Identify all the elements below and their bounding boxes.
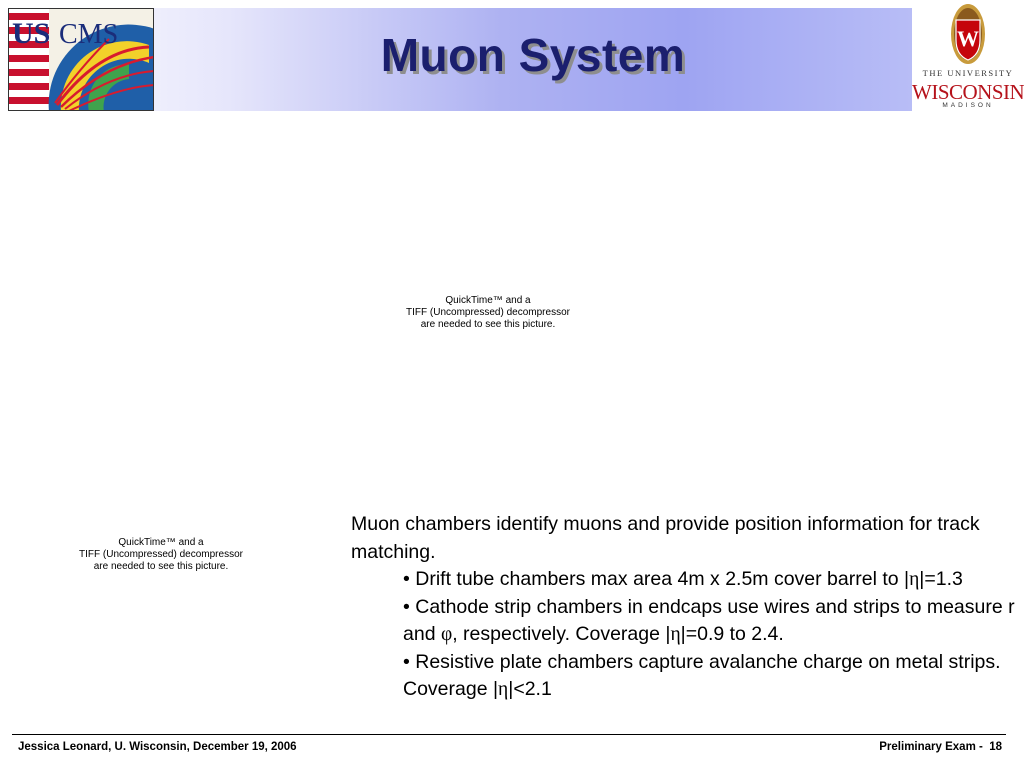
eta-symbol: η — [909, 569, 920, 590]
footer-author: Jessica Leonard, U. Wisconsin, December 19, 2006 — [18, 741, 297, 753]
svg-text:W: W — [957, 26, 979, 51]
uw-logo — [912, 0, 1024, 114]
bullet-drift-tube: • Drift tube chambers max area 4m x 2.5m cover barrel to |η|=1.3 — [403, 568, 963, 590]
placeholder-line: TIFF (Uncompressed) decompressor — [79, 549, 243, 560]
placeholder-line: are needed to see this picture. — [93, 561, 229, 572]
footer-page-number: Preliminary Exam - 18 — [879, 741, 1002, 753]
placeholder-line: QuickTime™ and a — [445, 295, 531, 306]
uw-wisconsin: WISCONSIN — [912, 80, 1024, 104]
slide-title: Muon System — [380, 29, 686, 81]
uw-crest-icon — [912, 0, 1024, 68]
phi-symbol: φ — [440, 624, 453, 645]
svg-text:US: US — [12, 17, 51, 50]
svg-text:CMS: CMS — [59, 19, 119, 50]
eta-symbol: η — [498, 679, 509, 700]
placeholder-line: TIFF (Uncompressed) decompressor — [406, 307, 570, 318]
body-text — [351, 511, 1016, 704]
bullet-resistive-plate: • Resistive plate chambers capture avalanche charge on metal strips. Coverage |η|<2.1 — [403, 650, 1001, 700]
bullet-cathode-strip: • Cathode strip chambers in endcaps use wires and strips to measure r and φ, respectively. Coverage |η|=0.9 to 2.4. — [403, 595, 1015, 645]
placeholder-line: are needed to see this picture. — [420, 319, 556, 330]
placeholder-line: QuickTime™ and a — [118, 537, 204, 548]
uw-madison: MADISON — [942, 102, 994, 109]
quicktime-placeholder-bottom — [66, 537, 256, 573]
footer-divider — [12, 734, 1006, 735]
eta-symbol: η — [670, 624, 681, 645]
quicktime-placeholder-top — [388, 295, 588, 331]
uw-the-university: THE UNIVERSITY — [922, 68, 1014, 78]
intro-paragraph: Muon chambers identify muons and provide position information for track matching. — [351, 513, 980, 563]
